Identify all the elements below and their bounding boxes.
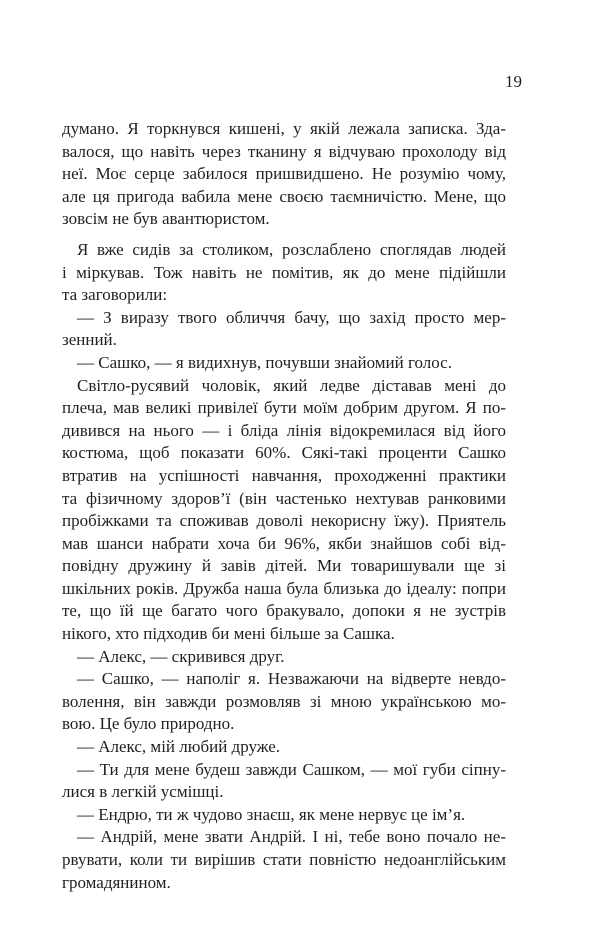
- text-line: і міркував. Тож навіть не помітив, як до мене підійшли: [62, 262, 506, 282]
- text-line: шкільних років. Дружба наша була близька до ідеалу: попри: [62, 578, 506, 598]
- paragraph: [62, 826, 506, 894]
- paragraph: [62, 804, 506, 827]
- paragraph: [62, 239, 506, 307]
- text-line: та заговорили:: [62, 285, 168, 305]
- text-line: але ця пригода вабила мене своєю таємничістю. Мене, що: [62, 186, 506, 206]
- paragraph: [62, 736, 506, 759]
- text-line: нікого, хто підходив би мені більше за Сашка.: [62, 624, 395, 644]
- paragraph: [62, 307, 506, 352]
- text-line: лися в легкій усмішці.: [62, 782, 224, 802]
- text-line: — Сашко, — наполіг я. Незважаючи на відверте невдо-: [77, 669, 506, 689]
- text-line: та фізичному здоров’ї (він частенько нехтував ранковими: [62, 488, 506, 508]
- text-line: зовсім не був авантюристом.: [62, 209, 270, 229]
- text-line: Я вже сидів за столиком, розслаблено споглядав людей: [77, 239, 506, 259]
- paragraph: [62, 646, 506, 669]
- text-line: — З виразу твого обличчя бачу, що захід просто мер-: [77, 307, 506, 327]
- text-line: громадянином.: [62, 872, 171, 892]
- text-line: дивився на нього — і бліда лінія відокремилася від його: [62, 420, 506, 440]
- text-line: — Андрій, мене звати Андрій. І ні, тебе воно почало не-: [77, 827, 506, 847]
- text-line: — Ендрю, ти ж чудово знаєш, як мене нервує це ім’я.: [77, 804, 466, 824]
- paragraph: [62, 759, 506, 804]
- text-line: мав шанси набрати хоча би 96%, якби знайшов собі від-: [62, 533, 506, 553]
- text-line: втратив на успішності навчання, проходженні практики: [62, 465, 506, 485]
- body-text: [62, 118, 506, 894]
- paragraph: [62, 668, 506, 736]
- page-number: 19: [505, 72, 522, 91]
- paragraph: [62, 118, 506, 231]
- text-line: Світло-русявий чоловік, який ледве діставав мені до: [77, 375, 506, 395]
- text-line: пробіжками та споживав доволі некорисну їжу). Приятель: [62, 511, 506, 531]
- text-line: повідну дружину й завів дітей. Ми товаришували ще зі: [62, 556, 506, 576]
- text-line: плеча, мав великі привілеї бути моїм добрим другом. Я по-: [62, 398, 506, 418]
- text-line: — Сашко, — я видихнув, почувши знайомий голос.: [77, 352, 452, 372]
- paragraph: [62, 375, 506, 646]
- text-line: — Алекс, мій любий друже.: [77, 737, 281, 757]
- text-line: зенний.: [62, 330, 117, 350]
- paragraph: [62, 352, 506, 375]
- text-line: костюма, щоб показати 60%. Сякі-такі проценти Сашко: [62, 443, 506, 463]
- text-line: валося, що навіть через тканину я відчуваю прохолоду від: [62, 141, 506, 161]
- text-line: — Ти для мене будеш завжди Сашком, — мої губи сіпну-: [77, 759, 506, 779]
- text-line: неї. Моє серце забилося пришвидшено. Не розумію чому,: [62, 164, 506, 184]
- text-line: те, що їй ще багато чого бракувало, допоки я не зустрів: [62, 601, 506, 621]
- text-line: — Алекс, — скривився друг.: [77, 646, 285, 666]
- text-line: думано. Я торкнувся кишені, у якій лежала записка. Зда-: [62, 119, 506, 138]
- text-line: рвувати, коли ти вирішив стати повністю недоанглійським: [62, 850, 506, 869]
- text-line: вою. Це було природно.: [62, 714, 235, 734]
- text-line: волення, він завжди розмовляв зі мною українською мо-: [62, 691, 506, 711]
